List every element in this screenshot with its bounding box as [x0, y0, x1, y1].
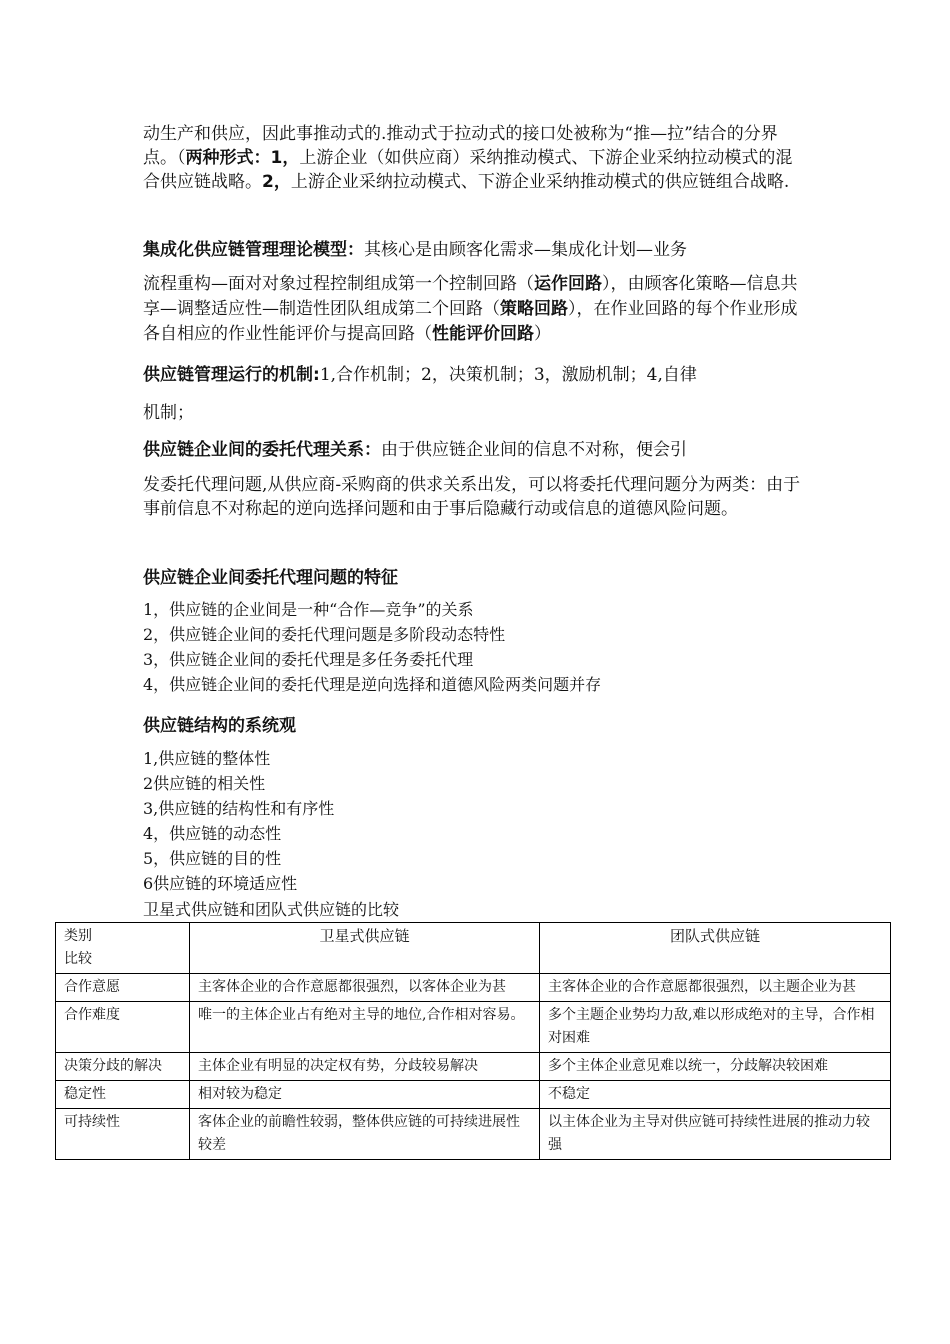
list-item: 1,供应链的整体性 — [143, 749, 271, 768]
paragraph-push-pull — [143, 122, 808, 194]
cell-team: 多个主题企业势均力敌,难以形成绝对的主导，合作相对困难 — [540, 1002, 891, 1053]
row-label: 合作难度 — [56, 1002, 190, 1053]
text-run: 1,合作机制；2，决策机制；3，激励机制；4,自律 — [319, 365, 697, 385]
list-system-view — [143, 746, 808, 896]
table-row — [56, 974, 891, 1002]
header-cell-satellite: 卫星式供应链 — [190, 923, 540, 974]
row-label: 稳定性 — [56, 1081, 190, 1109]
cell-team: 主客体企业的合作意愿都很强烈，以主题企业为甚 — [540, 974, 891, 1002]
list-item: 1，供应链的企业间是一种“合作—竞争”的关系 — [143, 600, 474, 619]
text-run: 上游企业（如供应商）采纳推动模式、下游企业采纳拉动模式的混合供应链战略。 — [143, 148, 793, 192]
table-row — [56, 1109, 891, 1160]
text-run: 机制； — [143, 403, 194, 423]
list-item: 3,供应链的结构性和有序性 — [143, 799, 335, 818]
bold-run: 两种形式：1， — [185, 148, 300, 168]
bold-run: 策略回路 — [500, 299, 568, 319]
list-item: 4，供应链的动态性 — [143, 824, 282, 843]
list-agency-features — [143, 597, 808, 697]
text-run: ），由顾客化策略—信息共享—调整适应性—制造性团队组成第二个回路（ — [143, 274, 798, 319]
text-run: ） — [534, 324, 551, 344]
table-row — [56, 1002, 891, 1053]
header-category-line2: 比较 — [64, 951, 92, 967]
cell-satellite: 客体企业的前瞻性较弱，整体供应链的可持续进展性较差 — [190, 1109, 540, 1160]
row-label: 决策分歧的解决 — [56, 1053, 190, 1081]
table-row — [56, 1053, 891, 1081]
header-category-line1: 类别 — [64, 928, 92, 944]
list-item: 2，供应链企业间的委托代理问题是多阶段动态特性 — [143, 625, 506, 644]
paragraph-integrated-model-body — [143, 272, 808, 347]
cell-satellite: 主客体企业的合作意愿都很强烈，以客体企业为甚 — [190, 974, 540, 1002]
bold-run: 运作回路 — [534, 274, 602, 294]
list-item: 5，供应链的目的性 — [143, 849, 282, 868]
paragraph-agency-heading — [143, 437, 808, 463]
table-caption: 卫星式供应链和团队式供应链的比较 — [143, 900, 400, 919]
comparison-table — [55, 922, 891, 1160]
list-item: 6供应链的环境适应性 — [143, 874, 298, 893]
table-header-row — [56, 923, 891, 974]
paragraph-agency-body — [143, 473, 808, 521]
list-item: 2供应链的相关性 — [143, 774, 266, 793]
cell-satellite: 相对较为稳定 — [190, 1081, 540, 1109]
section-title-agency-features: 供应链企业间委托代理问题的特征 — [143, 568, 398, 588]
bold-run: 性能评价回路 — [432, 324, 534, 344]
bold-run: 2， — [262, 172, 291, 192]
text-run: ），在作业回路的每个作业形成各自相应的作业性能评价与提高回路（ — [143, 299, 798, 344]
cell-satellite: 唯一的主体企业占有绝对主导的地位,合作相对容易。 — [190, 1002, 540, 1053]
text-run: 由于供应链企业间的信息不对称，便会引 — [381, 440, 687, 460]
table-row — [56, 1081, 891, 1109]
text-run: 流程重构—面对对象过程控制组成第一个控制回路（ — [143, 274, 534, 294]
cell-satellite: 主体企业有明显的决定权有势，分歧较易解决 — [190, 1053, 540, 1081]
section-title-system-view: 供应链结构的系统观 — [143, 716, 296, 736]
cell-team: 不稳定 — [540, 1081, 891, 1109]
paragraph-mechanism — [143, 362, 808, 388]
text-run: 其核心是由顾客化需求—集成化计划—业务 — [364, 240, 687, 260]
row-label: 可持续性 — [56, 1109, 190, 1160]
paragraph-integrated-model-heading — [143, 237, 808, 263]
section-heading: 供应链企业间的委托代理关系： — [143, 440, 381, 460]
text-run: 发委托代理问题,从供应商-采购商的供求关系出发，可以将委托代理问题分为两类：由于事前信息不对称起的逆向选择问题和由于事后隐藏行动或信息的道德风险问题。 — [143, 475, 801, 519]
row-label: 合作意愿 — [56, 974, 190, 1002]
paragraph-mechanism-cont — [143, 398, 808, 423]
text-run: 动生产和供应，因此事推动式的.推动式于拉动式的接口处被称为“推—拉”结合的分界点。（ — [143, 124, 778, 168]
list-item: 3，供应链企业间的委托代理是多任务委托代理 — [143, 650, 474, 669]
section-heading: 供应链管理运行的机制: — [143, 365, 320, 385]
list-item: 4，供应链企业间的委托代理是逆向选择和道德风险两类问题并存 — [143, 675, 602, 694]
header-cell-category — [56, 923, 190, 974]
cell-team: 多个主体企业意见难以统一，分歧解决较困难 — [540, 1053, 891, 1081]
header-cell-team: 团队式供应链 — [540, 923, 891, 974]
cell-team: 以主体企业为主导对供应链可持续性进展的推动力较强 — [540, 1109, 891, 1160]
text-run: 上游企业采纳拉动模式、下游企业采纳推动模式的供应链组合战略. — [290, 172, 790, 192]
section-heading: 集成化供应链管理理论模型： — [143, 240, 364, 260]
